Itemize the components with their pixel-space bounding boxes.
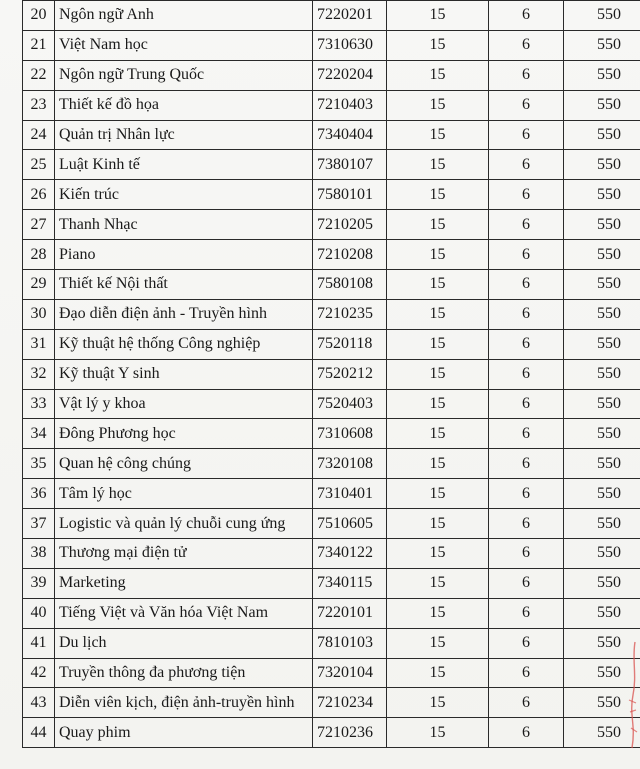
table-row	[23, 688, 640, 718]
program-code: 7340404	[313, 120, 387, 150]
table-row	[23, 30, 640, 60]
program-name: Luật Kinh tế	[55, 150, 313, 180]
program-code: 7580108	[313, 270, 387, 300]
program-code: 7210235	[313, 299, 387, 329]
row-number: 25	[23, 150, 55, 180]
program-name: Logistic và quản lý chuỗi cung ứng	[55, 509, 313, 539]
value-col-a: 15	[387, 359, 489, 389]
table-row	[23, 628, 640, 658]
row-number: 27	[23, 210, 55, 240]
value-col-a: 15	[387, 120, 489, 150]
program-name: Đạo diễn điện ảnh - Truyền hình	[55, 299, 313, 329]
row-number: 30	[23, 299, 55, 329]
value-col-a: 15	[387, 568, 489, 598]
program-name: Kỹ thuật Y sinh	[55, 359, 313, 389]
program-name: Thiết kế Nội thất	[55, 270, 313, 300]
value-col-c: 550	[564, 359, 640, 389]
program-name: Truyền thông đa phương tiện	[55, 658, 313, 688]
program-name: Quay phim	[55, 718, 313, 748]
value-col-b: 6	[489, 30, 564, 60]
row-number: 34	[23, 419, 55, 449]
row-number: 22	[23, 60, 55, 90]
program-code: 7510605	[313, 509, 387, 539]
value-col-a: 15	[387, 180, 489, 210]
program-name: Vật lý y khoa	[55, 389, 313, 419]
row-number: 31	[23, 329, 55, 359]
value-col-b: 6	[489, 688, 564, 718]
program-code: 7310608	[313, 419, 387, 449]
program-code: 7210403	[313, 90, 387, 120]
value-col-b: 6	[489, 359, 564, 389]
value-col-c: 550	[564, 180, 640, 210]
value-col-b: 6	[489, 90, 564, 120]
table-body	[23, 1, 640, 748]
value-col-c: 550	[564, 210, 640, 240]
value-col-c: 550	[564, 120, 640, 150]
table-row	[23, 718, 640, 748]
value-col-c: 550	[564, 30, 640, 60]
row-number: 23	[23, 90, 55, 120]
value-col-a: 15	[387, 299, 489, 329]
value-col-a: 15	[387, 688, 489, 718]
value-col-a: 15	[387, 419, 489, 449]
value-col-a: 15	[387, 240, 489, 270]
value-col-c: 550	[564, 509, 640, 539]
value-col-b: 6	[489, 329, 564, 359]
value-col-b: 6	[489, 270, 564, 300]
program-name: Thương mại điện tử	[55, 539, 313, 569]
table-row	[23, 449, 640, 479]
table-row	[23, 419, 640, 449]
row-number: 28	[23, 240, 55, 270]
program-name: Đông Phương học	[55, 419, 313, 449]
program-code: 7580101	[313, 180, 387, 210]
value-col-c: 550	[564, 329, 640, 359]
row-number: 35	[23, 449, 55, 479]
row-number: 26	[23, 180, 55, 210]
program-code: 7210234	[313, 688, 387, 718]
value-col-a: 15	[387, 628, 489, 658]
program-code: 7210205	[313, 210, 387, 240]
program-code: 7320104	[313, 658, 387, 688]
table-row	[23, 240, 640, 270]
row-number: 42	[23, 658, 55, 688]
program-name: Quan hệ công chúng	[55, 449, 313, 479]
program-code: 7310630	[313, 30, 387, 60]
row-number: 38	[23, 539, 55, 569]
program-code: 7320108	[313, 449, 387, 479]
program-code: 7220204	[313, 60, 387, 90]
program-code: 7220201	[313, 1, 387, 31]
row-number: 37	[23, 509, 55, 539]
value-col-c: 550	[564, 270, 640, 300]
value-col-c: 550	[564, 628, 640, 658]
value-col-a: 15	[387, 150, 489, 180]
value-col-a: 15	[387, 718, 489, 748]
value-col-b: 6	[489, 509, 564, 539]
program-code: 7210236	[313, 718, 387, 748]
value-col-c: 550	[564, 598, 640, 628]
value-col-a: 15	[387, 658, 489, 688]
value-col-c: 550	[564, 658, 640, 688]
value-col-a: 15	[387, 539, 489, 569]
program-code: 7310401	[313, 479, 387, 509]
value-col-c: 550	[564, 419, 640, 449]
table-row	[23, 60, 640, 90]
program-name: Tiếng Việt và Văn hóa Việt Nam	[55, 598, 313, 628]
program-name: Việt Nam học	[55, 30, 313, 60]
table-row	[23, 658, 640, 688]
value-col-a: 15	[387, 90, 489, 120]
value-col-c: 550	[564, 389, 640, 419]
row-number: 40	[23, 598, 55, 628]
program-name: Thanh Nhạc	[55, 210, 313, 240]
table-row	[23, 150, 640, 180]
program-name: Piano	[55, 240, 313, 270]
program-code: 7810103	[313, 628, 387, 658]
table-row	[23, 90, 640, 120]
value-col-a: 15	[387, 329, 489, 359]
value-col-a: 15	[387, 509, 489, 539]
value-col-c: 550	[564, 688, 640, 718]
value-col-b: 6	[489, 658, 564, 688]
value-col-a: 15	[387, 598, 489, 628]
table-row	[23, 329, 640, 359]
program-name: Ngôn ngữ Anh	[55, 1, 313, 31]
table-row	[23, 598, 640, 628]
row-number: 39	[23, 568, 55, 598]
program-code: 7380107	[313, 150, 387, 180]
value-col-b: 6	[489, 210, 564, 240]
program-name: Quản trị Nhân lực	[55, 120, 313, 150]
table-row	[23, 210, 640, 240]
table-row	[23, 509, 640, 539]
value-col-a: 15	[387, 479, 489, 509]
row-number: 44	[23, 718, 55, 748]
value-col-a: 15	[387, 389, 489, 419]
row-number: 41	[23, 628, 55, 658]
value-col-b: 6	[489, 539, 564, 569]
value-col-a: 15	[387, 210, 489, 240]
program-code: 7340115	[313, 568, 387, 598]
value-col-a: 15	[387, 449, 489, 479]
row-number: 36	[23, 479, 55, 509]
value-col-b: 6	[489, 1, 564, 31]
value-col-c: 550	[564, 299, 640, 329]
program-name: Diễn viên kịch, điện ảnh-truyền hình	[55, 688, 313, 718]
row-number: 24	[23, 120, 55, 150]
value-col-c: 550	[564, 479, 640, 509]
program-code: 7220101	[313, 598, 387, 628]
value-col-b: 6	[489, 598, 564, 628]
value-col-c: 550	[564, 90, 640, 120]
program-code: 7520118	[313, 329, 387, 359]
value-col-a: 15	[387, 1, 489, 31]
table-row	[23, 479, 640, 509]
value-col-b: 6	[489, 449, 564, 479]
row-number: 43	[23, 688, 55, 718]
value-col-b: 6	[489, 150, 564, 180]
program-name: Kiến trúc	[55, 180, 313, 210]
program-code: 7210208	[313, 240, 387, 270]
value-col-c: 550	[564, 240, 640, 270]
value-col-b: 6	[489, 568, 564, 598]
table-row	[23, 359, 640, 389]
value-col-b: 6	[489, 389, 564, 419]
program-name: Du lịch	[55, 628, 313, 658]
table-row	[23, 270, 640, 300]
program-code: 7340122	[313, 539, 387, 569]
value-col-b: 6	[489, 718, 564, 748]
program-name: Marketing	[55, 568, 313, 598]
red-pen-margin-mark-icon	[626, 640, 640, 750]
value-col-b: 6	[489, 479, 564, 509]
program-code: 7520212	[313, 359, 387, 389]
row-number: 20	[23, 1, 55, 31]
table-row	[23, 568, 640, 598]
value-col-c: 550	[564, 60, 640, 90]
table-row	[23, 180, 640, 210]
value-col-a: 15	[387, 60, 489, 90]
value-col-b: 6	[489, 180, 564, 210]
program-table	[22, 0, 640, 748]
table-row	[23, 120, 640, 150]
table-row	[23, 299, 640, 329]
value-col-a: 15	[387, 270, 489, 300]
value-col-c: 550	[564, 568, 640, 598]
value-col-a: 15	[387, 30, 489, 60]
table-row	[23, 389, 640, 419]
value-col-c: 550	[564, 449, 640, 479]
program-name: Kỹ thuật hệ thống Công nghiệp	[55, 329, 313, 359]
value-col-c: 550	[564, 539, 640, 569]
value-col-b: 6	[489, 299, 564, 329]
program-name: Thiết kế đồ họa	[55, 90, 313, 120]
row-number: 33	[23, 389, 55, 419]
table-row	[23, 1, 640, 31]
row-number: 29	[23, 270, 55, 300]
program-code: 7520403	[313, 389, 387, 419]
value-col-c: 550	[564, 1, 640, 31]
row-number: 32	[23, 359, 55, 389]
value-col-b: 6	[489, 419, 564, 449]
value-col-b: 6	[489, 60, 564, 90]
table-row	[23, 539, 640, 569]
program-name: Tâm lý học	[55, 479, 313, 509]
value-col-b: 6	[489, 628, 564, 658]
value-col-c: 550	[564, 718, 640, 748]
program-name: Ngôn ngữ Trung Quốc	[55, 60, 313, 90]
row-number: 21	[23, 30, 55, 60]
value-col-c: 550	[564, 150, 640, 180]
value-col-b: 6	[489, 240, 564, 270]
value-col-b: 6	[489, 120, 564, 150]
